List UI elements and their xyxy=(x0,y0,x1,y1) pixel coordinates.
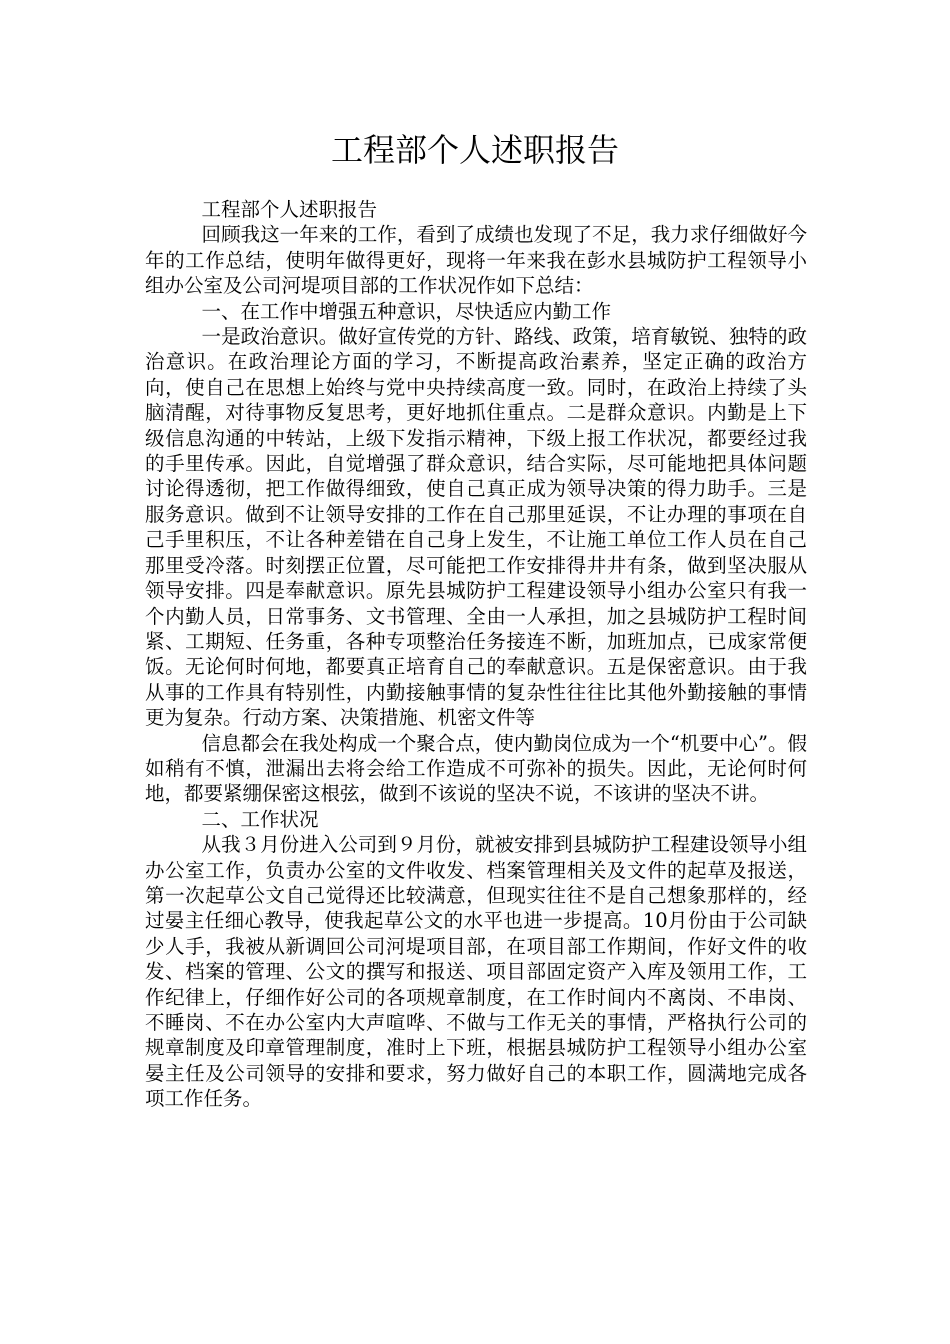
paragraph-five-awareness: 一是政治意识。做好宣传党的方针、路线、政策，培育敏锐、独特的政治意识。在政治理论方面的学习，不断提高政治素养，坚定正确的政治方向，使自己在思想上始终与党中央持续高度一致。同时，在政治上持续了头脑清醒，对待事物反复思考，更好地抓住重点。二是群众意识。内勤是上下级信息沟通的中转站，上级下发指示精神，下级上报工作状况，都要经过我的手里传承。因此，自觉增强了群众意识，结合实际，尽可能地把具体问题讨论得透彻，把工作做得细致，使自己真正成为领导决策的得力助手。三是服务意识。做到不让领导安排的工作在自己那里延误，不让办理的事项在自己手里积压，不让各种差错在自己身上发生，不让施工单位工作人员在自己那里受冷落。时刻摆正位置，尽可能把工作安排得井井有条，做到坚决服从领导安排。四是奉献意识。原先县城防护工程建设领导小组办公室只有我一个内勤人员，日常事务、文书管理、全由一人承担，加之县城防护工程时间紧、工期短、任务重，各种专项整治任务接连不断，加班加点，已成家常便饭。无论何时何地，都要真正培育自己的奉献意识。五是保密意识。由于我从事的工作具有特别性，内勤接触事情的复杂性往往比其他外勤接触的事情更为复杂。行动方案、决策措施、机密文件等 xyxy=(145,325,807,730)
document-body xyxy=(145,197,807,1112)
paragraph-work-status: 从我３月份进入公司到９月份，就被安排到县城防护工程建设领导小组办公室工作，负责办公室的文件收发、档案管理相关及文件的起草及报送，第一次起草公文自己觉得还比较满意，但现实往往不是自己想象那样的，经过晏主任细心教导，使我起草公文的水平也进一步提高。10月份由于公司缺少人手，我被从新调回公司河堤项目部，在项目部工作期间，作好文件的收发、档案的管理、公文的撰写和报送、项目部固定资产入库及领用工作，工作纪律上，仔细作好公司的各项规章制度，在工作时间内不离岗、不串岗、不睡岗、不在办公室内大声喧哗、不做与工作无关的事情，严格执行公司的规章制度及印章管理制度，准时上下班，根据县城防护工程领导小组办公室晏主任及公司领导的安排和要求，努力做好自己的本职工作，圆满地完成各项工作任务。 xyxy=(145,833,807,1111)
document-title: 工程部个人述职报告 xyxy=(330,131,619,169)
paragraph-subtitle: 工程部个人述职报告 xyxy=(201,198,378,221)
section-heading-one: 一、在工作中增强五种意识，尽快适应内勤工作 xyxy=(201,299,612,323)
paragraph-confidentiality: 信息都会在我处构成一个聚合点，使内勤岗位成为一个“机要中心”。假如稍有不慎，泄漏出去将会给工作造成不可弥补的损失。因此，无论何时何地，都要紧绷保密这根弦，做到不该说的坚决不说，不该讲的坚决不讲。 xyxy=(145,731,807,806)
section-heading-two: 二、工作状况 xyxy=(201,807,319,831)
paragraph-intro: 回顾我这一年来的工作，看到了成绩也发现了不足，我力求仔细做好今年的工作总结，使明年做得更好，现将一年来我在彭水县城防护工程领导小组办公室及公司河堤项目部的工作状况作如下总结： xyxy=(145,223,807,298)
